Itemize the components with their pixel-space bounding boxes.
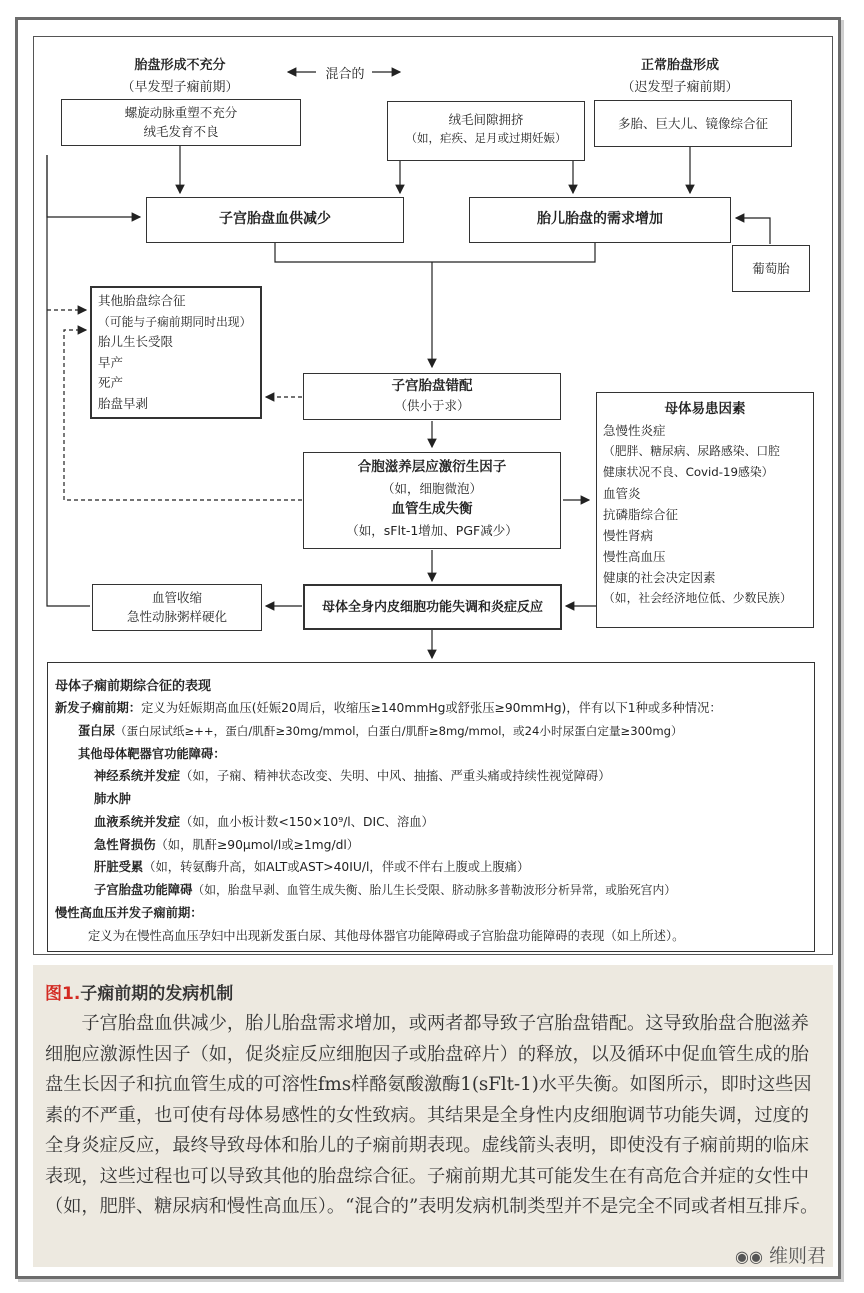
kidney-label: 急性肾损伤 bbox=[94, 838, 156, 852]
intervillous-text: 绒毛间隙拥挤 bbox=[448, 112, 524, 127]
stress-factors-text: 合胞滋养层应激衍生因子 bbox=[357, 459, 507, 475]
multiple-pregnancy-text: 多胎、巨大儿、镜像综合征 bbox=[617, 116, 768, 131]
uteroplacental-label: 子宫胎盘功能障碍 bbox=[94, 883, 193, 897]
superimposed-label: 慢性高血压并发子痫前期： bbox=[55, 906, 203, 920]
risk-inflammation: 急慢性炎症 bbox=[603, 423, 666, 438]
increased-demand-box bbox=[469, 197, 731, 243]
liver-text: （如，转氨酶升高，如ALT或AST>40IU/l，伴或不伴右上腹或上腹痛） bbox=[143, 860, 530, 874]
proteinuria-row bbox=[78, 721, 683, 739]
uteroplacental-text: （如，胎盘早剥、血管生成失衡、胎儿生长受限、脐动脉多普勒波形分析异常，或胎死宫内） bbox=[192, 883, 677, 897]
pulmonary-edema-label: 肺水肿 bbox=[94, 792, 131, 806]
mole-text: 葡萄胎 bbox=[752, 261, 790, 276]
risk-factors-box bbox=[596, 392, 814, 628]
caption-title-text: 子痫前期的发病机制 bbox=[80, 984, 234, 1004]
increased-demand-text: 胎儿胎盘的需求增加 bbox=[537, 211, 663, 227]
figure-caption bbox=[33, 965, 833, 1267]
endothelial-dysfunction-text: 母体全身内皮细胞功能失调和炎症反应 bbox=[321, 600, 543, 615]
angiogenic-imbalance-note: （如，sFlt-1增加、PGF减少） bbox=[346, 523, 518, 538]
liver-row bbox=[94, 857, 529, 875]
risk-inflammation-examples: （肥胖、糖尿病、尿路感染、口腔 bbox=[603, 444, 780, 458]
early-onset-subtitle: （早发型子痫前期） bbox=[121, 80, 239, 95]
watermark-text: 维则君 bbox=[768, 1245, 826, 1267]
intervillous-examples: （如，疟疾、足月或过期妊娠） bbox=[405, 131, 567, 145]
wechat-icon: ◉◉ bbox=[735, 1247, 763, 1266]
watermark bbox=[735, 1241, 826, 1268]
reduced-supply-box bbox=[146, 197, 404, 243]
late-onset-subtitle: （迟发型子痫前期） bbox=[621, 80, 739, 95]
risk-factors-title: 母体易患因素 bbox=[664, 401, 746, 417]
risk-chronic-htn: 慢性高血压 bbox=[603, 549, 666, 564]
malperfusion-note: （供小于求） bbox=[394, 398, 470, 413]
proteinuria-label: 蛋白尿 bbox=[78, 724, 115, 738]
kidney-row bbox=[94, 835, 359, 853]
hematologic-row bbox=[94, 812, 434, 830]
organ-dysfunction-label: 其他母体靶器官功能障碍： bbox=[78, 747, 226, 761]
kidney-text: （如，肌酐≥90μmol/l或≥1mg/dl） bbox=[155, 838, 360, 852]
early-onset-title: 胎盘形成不充分 bbox=[134, 58, 226, 73]
malperfusion-text: 子宫胎盘错配 bbox=[391, 378, 473, 394]
vasoconstriction-text: 血管收缩 bbox=[151, 590, 202, 605]
multiple-pregnancy-box bbox=[594, 100, 792, 147]
caption-body: 子宫胎盘血供减少，胎儿胎盘需求增加，或两者都导致子宫胎盘错配。这导致胎盘合胞滋养细胞应激源性因子（如，促炎症反应细胞因子或胎盘碎片）的释放，以及循环中促血管生成的胎盘生长因子和抗血管生成的可溶性fms样酪氨酸激酶1(sFlt-1)水平失衡。如图所示，即时这些因素的不严重，也可使有母体易感性的女性致病。其结果是全身性内皮细胞调节功能失调，过度的全身炎症反应，最终导致母体和胎儿的子痫前期表现。虚线箭头表明，即使没有子痫前期的临床表现，这些过程也可以导致其他的胎盘综合征。子痫前期尤其可能发生在有高危合并症的女性中（如，肥胖、糖尿病和慢性高血压）。“混合的”表明发病机制类型并不是完全不同或者相互排斥。 bbox=[45, 1013, 819, 1217]
other-syndromes-box bbox=[90, 286, 262, 419]
mixed-label: 混合的 bbox=[325, 67, 365, 82]
stress-factors-note: （如，细胞微泡） bbox=[381, 481, 482, 496]
new-onset-text: 定义为妊娠期高血压(妊娠20周后，收缩压≥140mmHg或舒张压≥90mmHg)，伴有以下1种或多种情况： bbox=[141, 701, 722, 715]
new-onset-label: 新发子痫前期： bbox=[55, 701, 142, 715]
intervillous-box bbox=[387, 101, 585, 161]
risk-ckd: 慢性肾病 bbox=[603, 528, 654, 543]
neuro-label: 神经系统并发症 bbox=[94, 769, 181, 783]
atherosis-text: 急性动脉粥样硬化 bbox=[126, 609, 227, 624]
late-onset-title: 正常胎盘形成 bbox=[640, 58, 719, 73]
risk-vasculitis: 血管炎 bbox=[603, 486, 641, 501]
preterm-item: 早产 bbox=[98, 354, 124, 370]
malperfusion-box bbox=[303, 373, 561, 420]
hematologic-text: （如，血小板计数<150×10⁹/l、DIC、溶血） bbox=[180, 815, 434, 829]
other-syndromes-title: 其他胎盘综合征 bbox=[98, 293, 186, 308]
manifestations-title: 母体子痫前期综合征的表现 bbox=[55, 679, 212, 694]
liver-label: 肝脏受累 bbox=[94, 860, 144, 874]
villous-text: 绒毛发育不良 bbox=[143, 124, 219, 139]
caption-title bbox=[45, 979, 233, 1004]
hematologic-label: 血液系统并发症 bbox=[94, 815, 181, 829]
risk-social: 健康的社会决定因素 bbox=[603, 570, 716, 585]
stress-factors-box bbox=[303, 452, 561, 549]
endothelial-dysfunction-box bbox=[303, 584, 562, 630]
risk-aps: 抗磷脂综合征 bbox=[603, 507, 679, 522]
mole-box bbox=[732, 245, 810, 292]
spiral-artery-box bbox=[61, 99, 301, 146]
neuro-row bbox=[94, 766, 611, 784]
reduced-supply-text: 子宫胎盘血供减少 bbox=[219, 211, 331, 227]
new-onset-row bbox=[55, 698, 722, 716]
proteinuria-text: （蛋白尿试纸≥++，蛋白/肌酐≥30mg/mmol，白蛋白/肌酐≥8mg/mmol，或24小时尿蛋白定量≥300mg） bbox=[114, 724, 683, 738]
manifestations-box bbox=[47, 662, 815, 952]
spiral-artery-text: 螺旋动脉重塑不充分 bbox=[124, 105, 238, 120]
fgr-item: 胎儿生长受限 bbox=[98, 334, 174, 349]
superimposed-text: 定义为在慢性高血压孕妇中出现新发蛋白尿、其他母体器官功能障碍或子宫胎盘功能障碍的表现（如上所述）。 bbox=[88, 929, 685, 943]
angiogenic-imbalance-text: 血管生成失衡 bbox=[391, 501, 473, 517]
neuro-text: （如，子痫、精神状态改变、失明、中风、抽搐、严重头痛或持续性视觉障碍） bbox=[180, 769, 611, 783]
abruption-item: 胎盘早剥 bbox=[98, 395, 149, 411]
uteroplacental-row bbox=[94, 880, 676, 898]
other-syndromes-note: （可能与子痫前期同时出现） bbox=[98, 314, 252, 329]
vasoconstriction-box bbox=[92, 584, 262, 631]
risk-inflammation-examples-2: 健康状况不良、Covid-19感染） bbox=[603, 465, 774, 479]
stillbirth-item: 死产 bbox=[98, 375, 124, 390]
risk-social-examples: （如，社会经济地位低、少数民族） bbox=[603, 591, 792, 605]
figure-number: 图1. bbox=[45, 984, 81, 1004]
